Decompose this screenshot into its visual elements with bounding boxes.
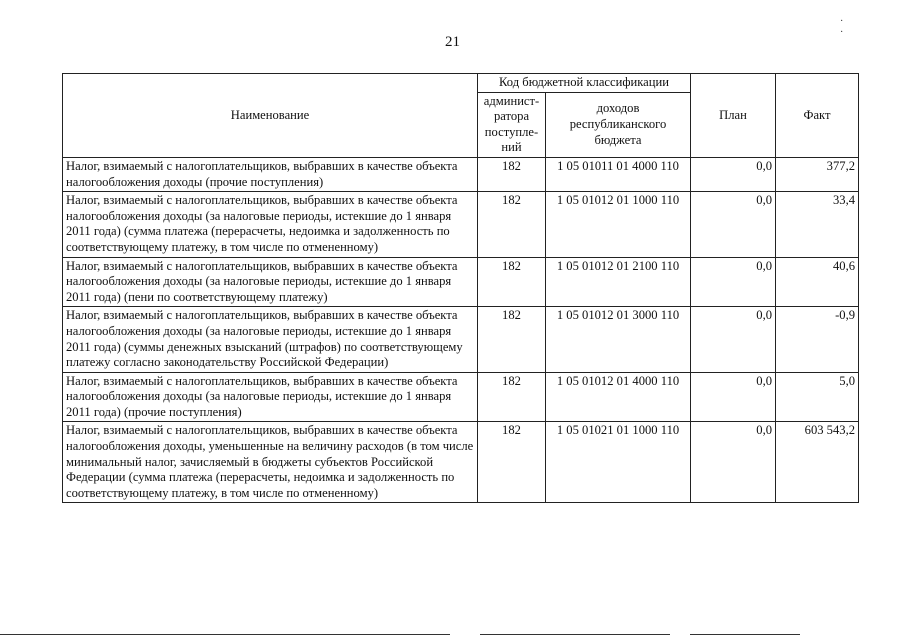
row-name: Налог, взимаемый с налогоплательщиков, выбравших в качестве объекта налогообложения доходы (за налоговые периоды, истекшие до 1 января 2011 года) (суммы денежных взысканий (штрафов) по соответствующему платежу согласно законодательству Российской Федерации) bbox=[63, 307, 478, 372]
row-name: Налог, взимаемый с налогоплательщиков, выбравших в качестве объекта налогообложения доходы (за налоговые периоды, истекшие до 1 января 2011 года) (сумма платежа (перерасчеты, недоимка и задолженность по соответствующему платежу, в том числе по отмененному) bbox=[63, 192, 478, 257]
row-income-code: 1 05 01011 01 4000 110 bbox=[546, 157, 691, 191]
header-row-1 bbox=[63, 74, 859, 93]
row-name: Налог, взимаемый с налогоплательщиков, выбравших в качестве объекта налогообложения доходы (прочие поступления) bbox=[63, 157, 478, 191]
table-row bbox=[63, 372, 859, 422]
row-plan: 0,0 bbox=[691, 157, 776, 191]
row-plan: 0,0 bbox=[691, 257, 776, 307]
header-name: Наименование bbox=[63, 74, 478, 158]
row-admin-code: 182 bbox=[478, 157, 546, 191]
footer-rule-left bbox=[0, 634, 450, 635]
scan-specks: · · bbox=[840, 16, 866, 38]
header-income: доходов республиканского бюджета bbox=[546, 92, 691, 157]
table-row bbox=[63, 307, 859, 372]
row-plan: 0,0 bbox=[691, 422, 776, 503]
row-income-code: 1 05 01012 01 4000 110 bbox=[546, 372, 691, 422]
row-fact: 5,0 bbox=[776, 372, 859, 422]
header-admin: админист-ратора поступле-ний bbox=[478, 92, 546, 157]
row-fact: 40,6 bbox=[776, 257, 859, 307]
table-row bbox=[63, 257, 859, 307]
row-admin-code: 182 bbox=[478, 422, 546, 503]
row-income-code: 1 05 01021 01 1000 110 bbox=[546, 422, 691, 503]
row-income-code: 1 05 01012 01 2100 110 bbox=[546, 257, 691, 307]
budget-table bbox=[62, 73, 859, 503]
row-name: Налог, взимаемый с налогоплательщиков, выбравших в качестве объекта налогообложения доходы (за налоговые периоды, истекшие до 1 января 2011 года) (прочие поступления) bbox=[63, 372, 478, 422]
row-fact: 33,4 bbox=[776, 192, 859, 257]
header-plan: План bbox=[691, 74, 776, 158]
footer-rule-middle bbox=[480, 634, 670, 635]
header-kbk-group: Код бюджетной классификации bbox=[478, 74, 691, 93]
header-fact: Факт bbox=[776, 74, 859, 158]
footer-rule-right bbox=[690, 634, 800, 635]
row-admin-code: 182 bbox=[478, 307, 546, 372]
row-fact: 603 543,2 bbox=[776, 422, 859, 503]
row-fact: -0,9 bbox=[776, 307, 859, 372]
row-name: Налог, взимаемый с налогоплательщиков, выбравших в качестве объекта налогообложения доходы (за налоговые периоды, истекшие до 1 января 2011 года) (пени по соответствующему платежу) bbox=[63, 257, 478, 307]
row-plan: 0,0 bbox=[691, 372, 776, 422]
table-row bbox=[63, 192, 859, 257]
table-row bbox=[63, 157, 859, 191]
row-admin-code: 182 bbox=[478, 257, 546, 307]
row-plan: 0,0 bbox=[691, 192, 776, 257]
row-admin-code: 182 bbox=[478, 192, 546, 257]
table-row bbox=[63, 422, 859, 503]
row-plan: 0,0 bbox=[691, 307, 776, 372]
row-income-code: 1 05 01012 01 3000 110 bbox=[546, 307, 691, 372]
page-number: 21 bbox=[445, 34, 460, 50]
row-income-code: 1 05 01012 01 1000 110 bbox=[546, 192, 691, 257]
row-fact: 377,2 bbox=[776, 157, 859, 191]
row-admin-code: 182 bbox=[478, 372, 546, 422]
row-name: Налог, взимаемый с налогоплательщиков, выбравших в качестве объекта налогообложения доходы, уменьшенные на величину расходов (в том числе минимальный налог, зачисляемый в бюджеты субъектов Российской Федерации (сумма платежа (перерасчеты, недоимка и задолженность по соответствующему платежу, в том числе по отмененному) bbox=[63, 422, 478, 503]
